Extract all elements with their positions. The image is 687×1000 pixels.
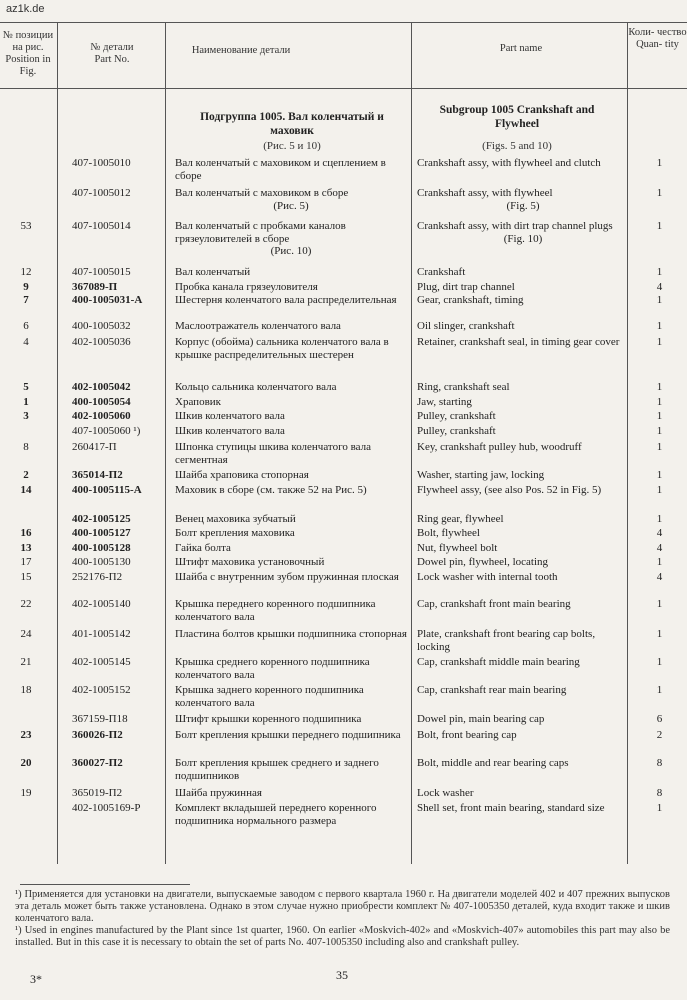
name-ru-cell [175, 220, 407, 258]
position-cell: 8 [23, 441, 29, 453]
name-en-cell [417, 281, 629, 294]
name-ru-cell [175, 802, 407, 827]
quantity-cell: 1 [656, 628, 663, 640]
quantity-cell: 1 [656, 336, 663, 348]
name-ru-cell [175, 410, 407, 423]
part-number-cell: 365014-П2 [72, 469, 123, 481]
quantity-cell: 1 [656, 425, 663, 437]
name-en-cell [417, 396, 629, 409]
footnote-en: ¹) Used in engines manufactured by the Plant since 1st quarter, 1960. On earlier «Moskvich-402» and «Moskvich-407» automobiles this part may also be installed. But in this case it is necessary to obtain the set of parts No. 407-1005350 including also and crankshaft pulley. [15, 925, 670, 948]
name-en-text: Cap, crankshaft rear main bearing [417, 684, 567, 696]
name-ru-text: Пробка канала грязеуловителя [175, 281, 318, 293]
quantity-cell: 1 [656, 513, 663, 525]
name-en-text: Nut, flywheel bolt [417, 542, 498, 554]
header-part-no-ru: № детали [90, 42, 134, 53]
header-name-en: Part name [499, 43, 543, 54]
part-number-cell: 252176-П2 [72, 571, 123, 583]
name-en-cell [417, 336, 629, 349]
part-number-cell: 407-1005010 [72, 157, 131, 169]
header-part-no [60, 42, 164, 66]
name-en-text: Dowel pin, main bearing cap [417, 713, 545, 725]
name-en-cell [417, 556, 629, 569]
name-ru-cell [175, 336, 407, 361]
quantity-cell: 6 [656, 713, 663, 725]
name-en-fig: (Fig. 5) [506, 199, 540, 212]
name-en-text: Ring, crankshaft seal [417, 381, 510, 393]
quantity-cell: 1 [656, 656, 663, 668]
position-cell: 6 [23, 320, 29, 332]
quantity-cell: 4 [656, 281, 663, 293]
name-ru-text: Кольцо сальника коленчатого вала [175, 381, 337, 393]
name-ru-text: Крышка переднего коренного подшипника коленчатого вала [175, 598, 376, 623]
subgroup-fig-en: (Figs. 5 and 10) [482, 140, 552, 152]
name-en-cell [417, 425, 629, 438]
position-cell: 21 [20, 656, 32, 668]
name-ru-text: Штифт маховика установочный [175, 556, 325, 568]
name-ru-text: Пластина болтов крышки подшипника стопорная [175, 628, 407, 640]
name-ru-text: Маховик в сборе (см. также 52 на Рис. 5) [175, 484, 367, 496]
part-number-cell: 400-1005031-А [72, 294, 143, 306]
name-en-cell [417, 787, 629, 800]
name-en-text: Crankshaft assy, with flywheel and clutch [417, 157, 601, 169]
name-en-cell [417, 484, 629, 497]
quantity-cell: 4 [656, 527, 663, 539]
quantity-cell: 1 [656, 187, 663, 199]
quantity-cell: 1 [656, 410, 663, 422]
name-ru-cell [175, 513, 407, 526]
position-cell: 17 [20, 556, 32, 568]
part-number-cell: 407-1005060 ¹) [72, 425, 141, 437]
name-ru-text: Болт крепления крышки переднего подшипника [175, 729, 401, 741]
table-top-rule [0, 22, 687, 23]
position-cell: 14 [20, 484, 32, 496]
header-position-en: Position in Fig. [5, 54, 51, 77]
quantity-cell: 1 [656, 684, 663, 696]
quantity-cell: 1 [656, 381, 663, 393]
name-ru-text: Вал коленчатый с маховиком и сцеплением в сборе [175, 157, 386, 182]
part-number-cell: 402-1005060 [72, 410, 131, 422]
subgroup-title-en: Subgroup 1005 Crankshaft and Flywheel [439, 104, 595, 130]
name-ru-text: Корпус (обойма) сальника коленчатого вала в крышке распределительных шестерен [175, 336, 389, 361]
name-en-text: Plate, crankshaft front bearing cap bolts, locking [417, 628, 596, 653]
name-ru-cell [175, 396, 407, 409]
position-cell: 2 [23, 469, 29, 481]
name-en-cell [417, 381, 629, 394]
page-number: 35 [336, 968, 348, 982]
part-number-cell: 400-1005054 [72, 396, 131, 408]
name-en-text: Crankshaft assy, with flywheel [417, 187, 553, 199]
position-cell: 20 [20, 757, 32, 769]
name-en-cell [417, 220, 629, 245]
part-number-cell: 400-1005115-А [72, 484, 142, 496]
name-en-text: Dowel pin, flywheel, locating [417, 556, 549, 568]
quantity-cell: 1 [656, 294, 663, 306]
column-divider [165, 22, 166, 864]
quantity-cell: 1 [656, 598, 663, 610]
quantity-cell: 1 [656, 556, 663, 568]
name-en-cell [417, 802, 629, 815]
name-en-cell [417, 157, 629, 170]
subgroup-title-ru: Подгруппа 1005. Вал коленчатый и маховик [200, 111, 384, 137]
name-en-text: Gear, crankshaft, timing [417, 294, 524, 306]
name-en-text: Bolt, front bearing cap [417, 729, 517, 741]
part-number-cell: 365019-П2 [72, 787, 123, 799]
column-divider [57, 22, 58, 864]
name-ru-cell [175, 757, 407, 782]
position-cell: 53 [20, 220, 32, 232]
quantity-cell: 1 [656, 441, 663, 453]
part-number-cell: 402-1005125 [72, 513, 131, 525]
position-cell: 24 [20, 628, 32, 640]
name-ru-text: Крышка среднего коренного подшипника коленчатого вала [175, 656, 370, 681]
name-ru-cell [175, 542, 407, 555]
name-en-fig: (Fig. 10) [503, 232, 543, 245]
name-ru-text: Шайба с внутренним зубом пружинная плоская [175, 571, 399, 583]
part-number-cell: 401-1005142 [72, 628, 131, 640]
header-qty-en: Quan- tity [636, 39, 679, 50]
name-en-cell [417, 542, 629, 555]
quantity-cell: 2 [656, 729, 663, 741]
quantity-cell: 1 [656, 469, 663, 481]
position-cell: 19 [20, 787, 32, 799]
part-number-cell: 407-1005015 [72, 266, 131, 278]
part-number-cell: 360026-П2 [72, 729, 123, 741]
quantity-cell: 1 [656, 484, 663, 496]
name-en-text: Washer, starting jaw, locking [417, 469, 545, 481]
quantity-cell: 1 [656, 220, 663, 232]
position-cell: 1 [23, 396, 29, 408]
quantity-cell: 1 [656, 320, 663, 332]
quantity-cell: 1 [656, 396, 663, 408]
column-divider [411, 22, 412, 864]
part-number-cell: 402-1005169-Р [72, 802, 141, 814]
position-cell: 5 [23, 381, 29, 393]
quantity-cell: 8 [656, 757, 663, 769]
name-en-cell [417, 757, 629, 770]
name-en-text: Cap, crankshaft front main bearing [417, 598, 571, 610]
part-number-cell: 402-1005145 [72, 656, 131, 668]
position-cell: 7 [23, 294, 29, 306]
name-en-cell [417, 527, 629, 540]
name-ru-cell [175, 441, 407, 466]
name-ru-cell [175, 157, 407, 182]
name-en-text: Crankshaft assy, with dirt trap channel plugs [417, 220, 613, 232]
header-bottom-rule [0, 88, 687, 89]
name-ru-fig: (Рис. 10) [270, 245, 312, 257]
position-cell: 22 [20, 598, 32, 610]
name-ru-fig: (Рис. 5) [273, 199, 309, 212]
name-ru-cell [175, 381, 407, 394]
part-number-cell: 407-1005014 [72, 220, 131, 232]
name-en-text: Jaw, starting [417, 396, 472, 408]
name-ru-cell [175, 294, 407, 307]
name-ru-cell [175, 684, 407, 709]
name-en-text: Cap, crankshaft middle main bearing [417, 656, 580, 668]
name-ru-cell [175, 281, 407, 294]
name-en-cell [417, 628, 629, 653]
part-number-cell: 402-1005042 [72, 381, 131, 393]
name-ru-cell [175, 320, 407, 333]
name-ru-text: Комплект вкладышей переднего коренного подшипника нормального размера [175, 802, 377, 827]
site-label: az1k.de [6, 3, 45, 15]
name-ru-text: Вал коленчатый [175, 266, 251, 278]
part-number-cell: 360027-П2 [72, 757, 123, 769]
header-name-ru: Наименование детали [191, 45, 291, 56]
name-en-text: Pulley, crankshaft [417, 425, 496, 437]
header-part-no-en: Part No. [94, 54, 130, 65]
name-ru-text: Болт крепления крышек среднего и заднего подшипников [175, 757, 379, 782]
name-ru-text: Венец маховика зубчатый [175, 513, 296, 525]
name-ru-text: Шайба пружинная [175, 787, 262, 799]
name-ru-text: Штифт крышки коренного подшипника [175, 713, 362, 725]
position-cell: 18 [20, 684, 32, 696]
quantity-cell: 1 [656, 266, 663, 278]
name-en-text: Pulley, crankshaft [417, 410, 496, 422]
name-en-text: Crankshaft [417, 266, 466, 278]
part-number-cell: 260417-П [72, 441, 117, 453]
position-cell: 23 [20, 729, 32, 741]
quantity-cell: 4 [656, 571, 663, 583]
position-cell: 4 [23, 336, 29, 348]
part-number-cell: 407-1005012 [72, 187, 131, 199]
position-cell: 16 [20, 527, 32, 539]
name-ru-cell [175, 571, 407, 584]
name-ru-cell [175, 787, 407, 800]
name-ru-cell [175, 469, 407, 482]
name-en-cell [417, 469, 629, 482]
name-ru-cell [175, 598, 407, 623]
name-en-text: Shell set, front main bearing, standard size [417, 802, 605, 814]
name-en-cell [417, 266, 629, 279]
header-qty [628, 27, 687, 51]
name-ru-cell [175, 266, 407, 279]
name-en-cell [417, 187, 629, 212]
position-cell: 12 [20, 266, 32, 278]
part-number-cell: 402-1005152 [72, 684, 131, 696]
name-ru-text: Болт крепления маховика [175, 527, 295, 539]
name-en-text: Retainer, crankshaft seal, in timing gear cover [417, 336, 620, 348]
name-en-cell [417, 513, 629, 526]
part-number-cell: 367089-П [72, 281, 118, 293]
name-ru-text: Шпонка ступицы шкива коленчатого вала сегментная [175, 441, 371, 466]
position-cell: 15 [20, 571, 32, 583]
name-en-text: Bolt, flywheel [417, 527, 480, 539]
name-ru-text: Шкив коленчатого вала [175, 425, 285, 437]
quantity-cell: 4 [656, 542, 663, 554]
name-ru-text: Шестерня коленчатого вала распределительная [175, 294, 397, 306]
name-ru-cell [175, 187, 407, 212]
name-en-cell [417, 729, 629, 742]
quantity-cell: 8 [656, 787, 663, 799]
name-en-cell [417, 598, 629, 611]
name-en-cell [417, 656, 629, 669]
footnote-ru: ¹) Применяется для установки на двигатели, выпускаемые заводом с первого квартала 1960 г. На двигатели моделей 402 и 407 прежних выпусков эта деталь может быть также установлена. Однако в этом случае нужно приобрести комплект № 407-1005350 деталей, куда входит также и шкив коленчатого вала. [15, 889, 670, 924]
name-ru-text: Шкив коленчатого вала [175, 410, 285, 422]
name-en-cell [417, 410, 629, 423]
name-ru-cell [175, 656, 407, 681]
part-number-cell: 400-1005032 [72, 320, 131, 332]
subgroup-fig-ru: (Рис. 5 и 10) [263, 140, 321, 152]
name-en-cell [417, 441, 629, 454]
footnote-rule [20, 884, 190, 885]
name-ru-text: Шайба храповика стопорная [175, 469, 309, 481]
name-en-cell [417, 571, 629, 584]
name-ru-text: Вал коленчатый с пробками каналов грязеуловителей в сборе [175, 220, 346, 245]
part-number-cell: 400-1005130 [72, 556, 131, 568]
header-position-ru: № позиции на рис. [2, 30, 54, 53]
name-en-text: Plug, dirt trap channel [417, 281, 515, 293]
part-number-cell: 402-1005036 [72, 336, 131, 348]
part-number-cell: 400-1005128 [72, 542, 131, 554]
name-ru-cell [175, 425, 407, 438]
quantity-cell: 1 [656, 157, 663, 169]
name-en-text: Bolt, middle and rear bearing caps [417, 757, 569, 769]
position-cell: 13 [20, 542, 32, 554]
position-cell: 3 [23, 410, 29, 422]
name-en-text: Lock washer with internal tooth [417, 571, 558, 583]
name-en-text: Oil slinger, crankshaft [417, 320, 515, 332]
name-ru-cell [175, 484, 407, 497]
name-en-cell [417, 684, 629, 697]
name-ru-cell [175, 556, 407, 569]
name-ru-text: Вал коленчатый с маховиком в сборе [175, 187, 349, 199]
name-ru-cell [175, 713, 407, 726]
quantity-cell: 1 [656, 802, 663, 814]
name-en-text: Flywheel assy, (see also Pos. 52 in Fig. 5) [417, 484, 602, 496]
name-ru-text: Гайка болта [175, 542, 231, 554]
name-ru-cell [175, 729, 407, 742]
part-number-cell: 367159-П18 [72, 713, 128, 725]
header-qty-ru: Коли- чество [628, 27, 687, 38]
part-number-cell: 402-1005140 [72, 598, 131, 610]
name-en-cell [417, 713, 629, 726]
name-en-cell [417, 294, 629, 307]
name-ru-cell [175, 628, 407, 641]
name-ru-cell [175, 527, 407, 540]
name-ru-text: Маслоотражатель коленчатого вала [175, 320, 341, 332]
name-en-text: Ring gear, flywheel [417, 513, 504, 525]
name-en-text: Key, crankshaft pulley hub, woodruff [417, 441, 582, 453]
name-en-text: Lock washer [417, 787, 474, 799]
part-number-cell: 400-1005127 [72, 527, 131, 539]
position-cell: 9 [23, 281, 29, 293]
name-ru-text: Храповик [175, 396, 221, 408]
name-en-cell [417, 320, 629, 333]
header-position [0, 30, 56, 78]
name-ru-text: Крышка заднего коренного подшипника коленчатого вала [175, 684, 364, 709]
signature-mark: 3* [30, 972, 42, 986]
